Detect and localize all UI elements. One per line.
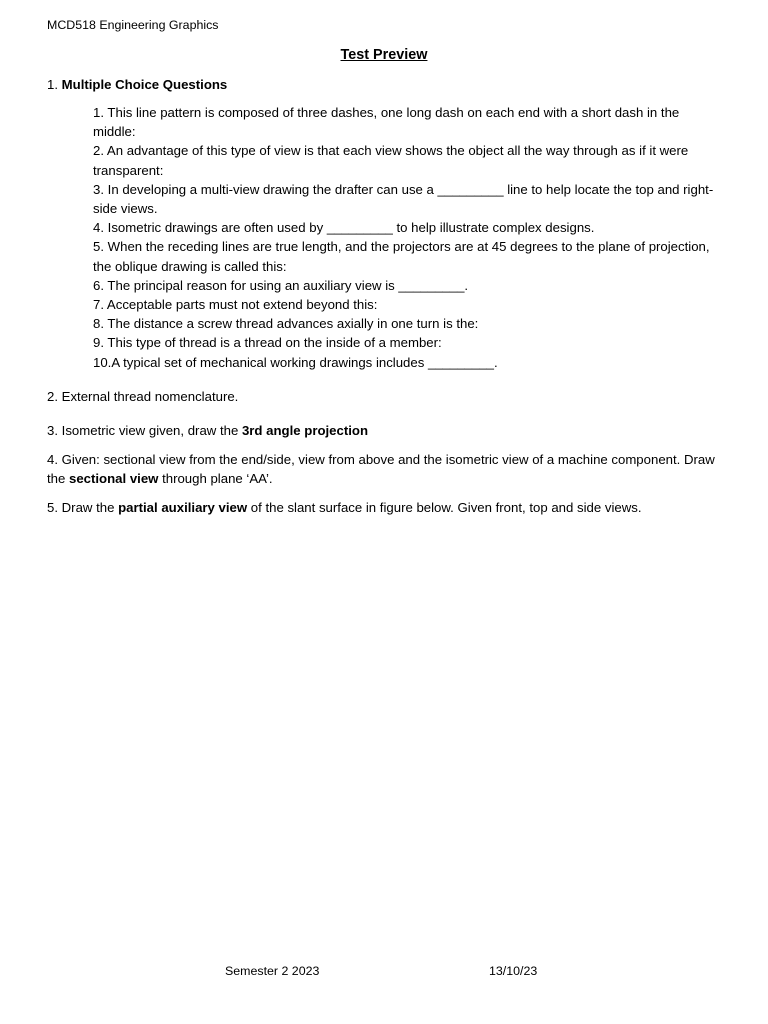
question-3-text: 3. Isometric view given, draw the bbox=[47, 423, 242, 438]
mcq-question-7: 7. Acceptable parts must not extend beyond this: bbox=[93, 297, 378, 313]
question-4-text: 4. Given: sectional view from the end/side, view from above and the isometric view of a machine component. Draw the bbox=[47, 452, 715, 487]
mcq-question-2: 2. An advantage of this type of view is that each view shows the object all the way through as if it were transparent: bbox=[93, 143, 689, 178]
question-4-suffix: through plane ‘AA’. bbox=[158, 471, 273, 487]
mcq-section-number: 1. bbox=[47, 77, 62, 92]
course-header: MCD518 Engineering Graphics bbox=[47, 18, 219, 32]
mcq-question-list bbox=[93, 103, 723, 372]
question-5-text: 5. Draw the bbox=[47, 500, 119, 515]
mcq-question-9: 9. This type of thread is a thread on the inside of a member: bbox=[93, 335, 442, 351]
mcq-question-3: 3. In developing a multi-view drawing the drafter can use a _________ line to help locate the top and right-side views. bbox=[93, 181, 714, 217]
page-title bbox=[0, 45, 768, 65]
footer-date: 13/10/23 bbox=[489, 964, 538, 978]
mcq-question-4: 4. Isometric drawings are often used by _________ to help illustrate complex designs. bbox=[93, 220, 595, 236]
mcq-question-10: 10.A typical set of mechanical working drawings includes _________. bbox=[93, 354, 498, 370]
mcq-section-heading bbox=[47, 75, 727, 94]
mcq-question-6: 6. The principal reason for using an auxiliary view is _________. bbox=[93, 277, 469, 293]
question-4-emphasis: sectional view bbox=[69, 471, 159, 487]
question-4 bbox=[47, 450, 727, 489]
mcq-question-8: 8. The distance a screw thread advances axially in one turn is the: bbox=[93, 316, 479, 332]
question-3-emphasis: 3rd angle projection bbox=[241, 423, 369, 438]
mcq-question-5: 5. When the receding lines are true length, and the projectors are at 45 degrees to the plane of projection, the oblique drawing is called this: bbox=[93, 239, 710, 274]
question-5-emphasis: partial auxiliary view bbox=[118, 500, 248, 515]
page-title-text: Test Preview bbox=[340, 47, 428, 63]
question-3 bbox=[47, 421, 727, 440]
question-5 bbox=[47, 498, 727, 517]
question-5-suffix: of the slant surface in figure below. Given front, top and side views. bbox=[247, 500, 642, 515]
mcq-section-title: Multiple Choice Questions bbox=[61, 77, 228, 92]
question-2: 2. External thread nomenclature. bbox=[47, 389, 239, 404]
footer-semester: Semester 2 2023 bbox=[225, 964, 320, 978]
mcq-question-1: 1. This line pattern is composed of three dashes, one long dash on each end with a short dash in the middle: bbox=[93, 105, 680, 140]
